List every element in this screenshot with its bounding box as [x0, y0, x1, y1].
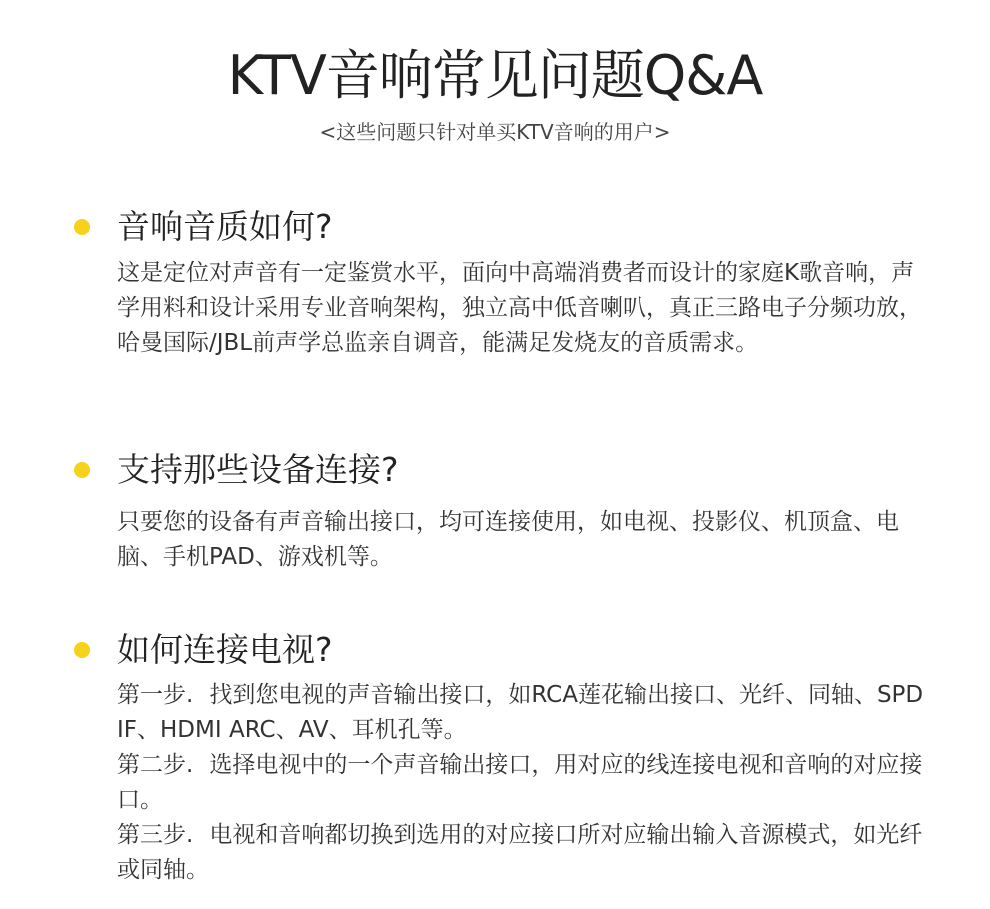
- step-paragraph: [117, 748, 929, 818]
- step-label: 第三步.: [117, 822, 194, 848]
- step-paragraph: [117, 818, 929, 888]
- step-text: 找到您电视的声音输出接口，如RCA莲花输出接口、光纤、同轴、SPDIF、HDMI ARC、AV、耳机孔等。: [117, 682, 924, 743]
- page-title: KTV音响常见问题Q&A: [227, 44, 763, 107]
- bullet-dot-icon: [74, 642, 90, 658]
- question-title: 如何连接电视?: [117, 630, 333, 669]
- answer-steps: [117, 678, 929, 888]
- step-text: 选择电视中的一个声音输出接口，用对应的线连接电视和音响的对应接口。: [117, 752, 923, 813]
- step-label: 第二步.: [117, 752, 194, 778]
- answer-paragraph: 这是定位对声音有一定鉴赏水平，面向中高端消费者而设计的家庭K歌音响，声学用料和设计采用专业音响架构，独立高中低音喇叭，真正三路电子分频功放，哈曼国际/JBL前声学总监亲自调音，能满足发烧友的音质需求。: [117, 260, 922, 356]
- question-title: 支持那些设备连接?: [117, 450, 399, 489]
- bullet-dot-icon: [74, 219, 90, 235]
- page-subtitle: <这些问题只针对单买KTV音响的用户>: [319, 120, 671, 144]
- answer-text: [117, 505, 929, 575]
- step-label: 第一步.: [117, 682, 194, 708]
- step-paragraph: [117, 678, 929, 748]
- answer-text: [117, 256, 929, 361]
- step-text: 电视和音响都切换到选用的对应接口所对应输出输入音源模式，如光纤或同轴。: [117, 822, 923, 883]
- answer-paragraph: 只要您的设备有声音输出接口，均可连接使用，如电视、投影仪、机顶盒、电脑、手机PAD、游戏机等。: [117, 509, 899, 570]
- bullet-dot-icon: [74, 462, 90, 478]
- question-title: 音响音质如何?: [117, 207, 333, 246]
